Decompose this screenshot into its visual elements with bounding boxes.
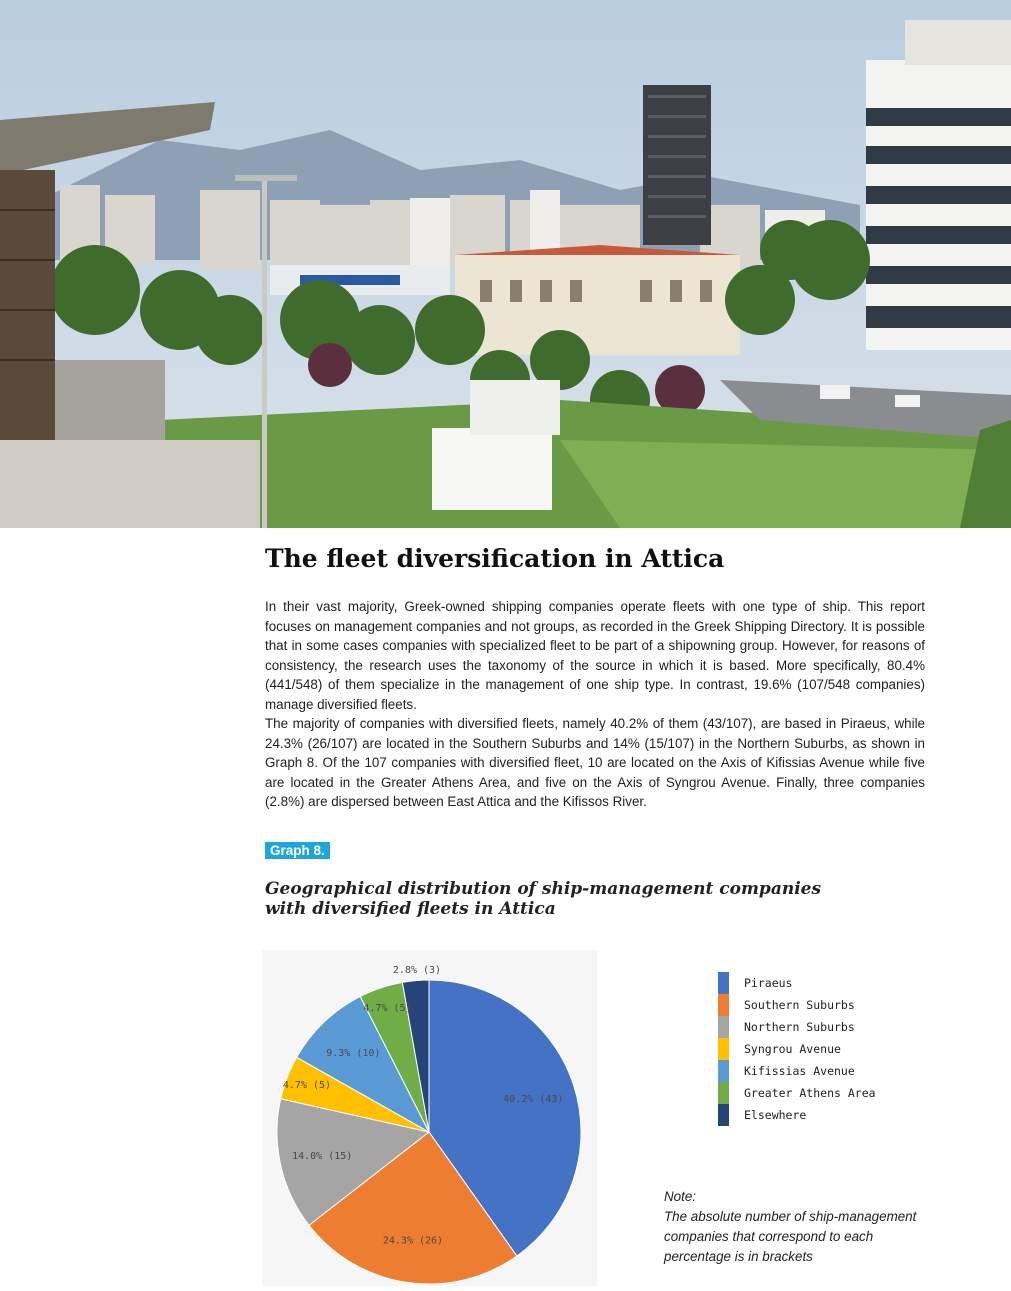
legend-swatch [718,1060,729,1082]
chart-title-line-1: Geographical distribution of ship-management companies [265,879,822,899]
note-heading: Note: [664,1189,697,1204]
graph-label-tag: Graph 8. [265,842,330,859]
pie-label-northern-suburbs: 14.0% (15) [292,1150,353,1162]
legend-swatch [718,1038,729,1060]
legend-label: Elsewhere [744,1108,807,1122]
legend-item-southern-suburbs [718,994,918,1014]
pie-label-elsewhere: 2.8% (3) [392,965,442,976]
legend-label: Syngrou Avenue [744,1042,841,1056]
legend-label: Piraeus [744,976,793,990]
legend-swatch [718,1104,729,1126]
pie-label-greater-athens-area: 4.7% (5) [363,1003,412,1015]
legend-swatch [718,1016,729,1038]
legend-item-piraeus [718,972,918,992]
pie-label-southern-suburbs: 24.3% (26) [382,1235,444,1247]
pie-chart [262,950,597,1286]
article-body [265,597,925,812]
legend-item-kifissias-avenue [718,1060,918,1080]
page-title: The fleet diversification in Attica [265,544,725,573]
chart-title-line-2: with diversified fleets in Attica [265,899,556,919]
chart-title [265,879,825,919]
paragraph-1: In their vast majority, Greek-owned shipping companies operate fleets with one type of ship. This report focuses on management companies and not groups, as recorded in the Greek Shipping Directory. It is possible that in some cases companies with specialized fleet to be part of a shipowning group. However, for reasons of consistency, the research uses the taxonomy of the source in which it is based. More specifically, 80.4% (441/548) of them specialize in the management of one ship type. In contrast, 19.6% (107/548 companies) manage diversified fleets. [265,599,925,712]
chart-note [664,1187,934,1267]
paragraph-2: The majority of companies with diversified fleets, namely 40.2% of them (43/107), are based in Piraeus, while 24.3% (26/107) are located in the Southern Suburbs and 14% (15/107) in the Northern Suburbs, as shown in Graph 8. Of the 107 companies with diversified fleet, 10 are located on the Axis of Kifissias Avenue while five are located in the Greater Athens Area, and five on the Axis of Syngrou Avenue. Finally, three companies (2.8%) are dispersed between East Attica and the Kifissos River. [265,716,925,809]
legend-swatch [718,1082,729,1104]
legend-swatch [718,994,729,1016]
legend-label: Greater Athens Area [744,1086,876,1100]
legend-item-syngrou-avenue [718,1038,918,1058]
pie-label-kifissias-avenue: 9.3% (10) [326,1047,381,1059]
legend-swatch [718,972,729,994]
pie-label-piraeus: 40.2% (43) [503,1093,564,1105]
note-text: The absolute number of ship-management companies that correspond to each percentage is in brackets [664,1209,917,1264]
hero-cityscape-photo [0,0,1011,528]
pie-chart-panel [262,950,597,1286]
legend-item-northern-suburbs [718,1016,918,1036]
legend-label: Northern Suburbs [744,1020,855,1034]
legend-item-elsewhere [718,1104,918,1124]
legend-label: Kifissias Avenue [744,1064,855,1078]
pie-label-syngrou-avenue: 4.7% (5) [282,1080,332,1092]
legend-label: Southern Suburbs [744,998,855,1012]
legend-item-greater-athens-area [718,1082,918,1102]
